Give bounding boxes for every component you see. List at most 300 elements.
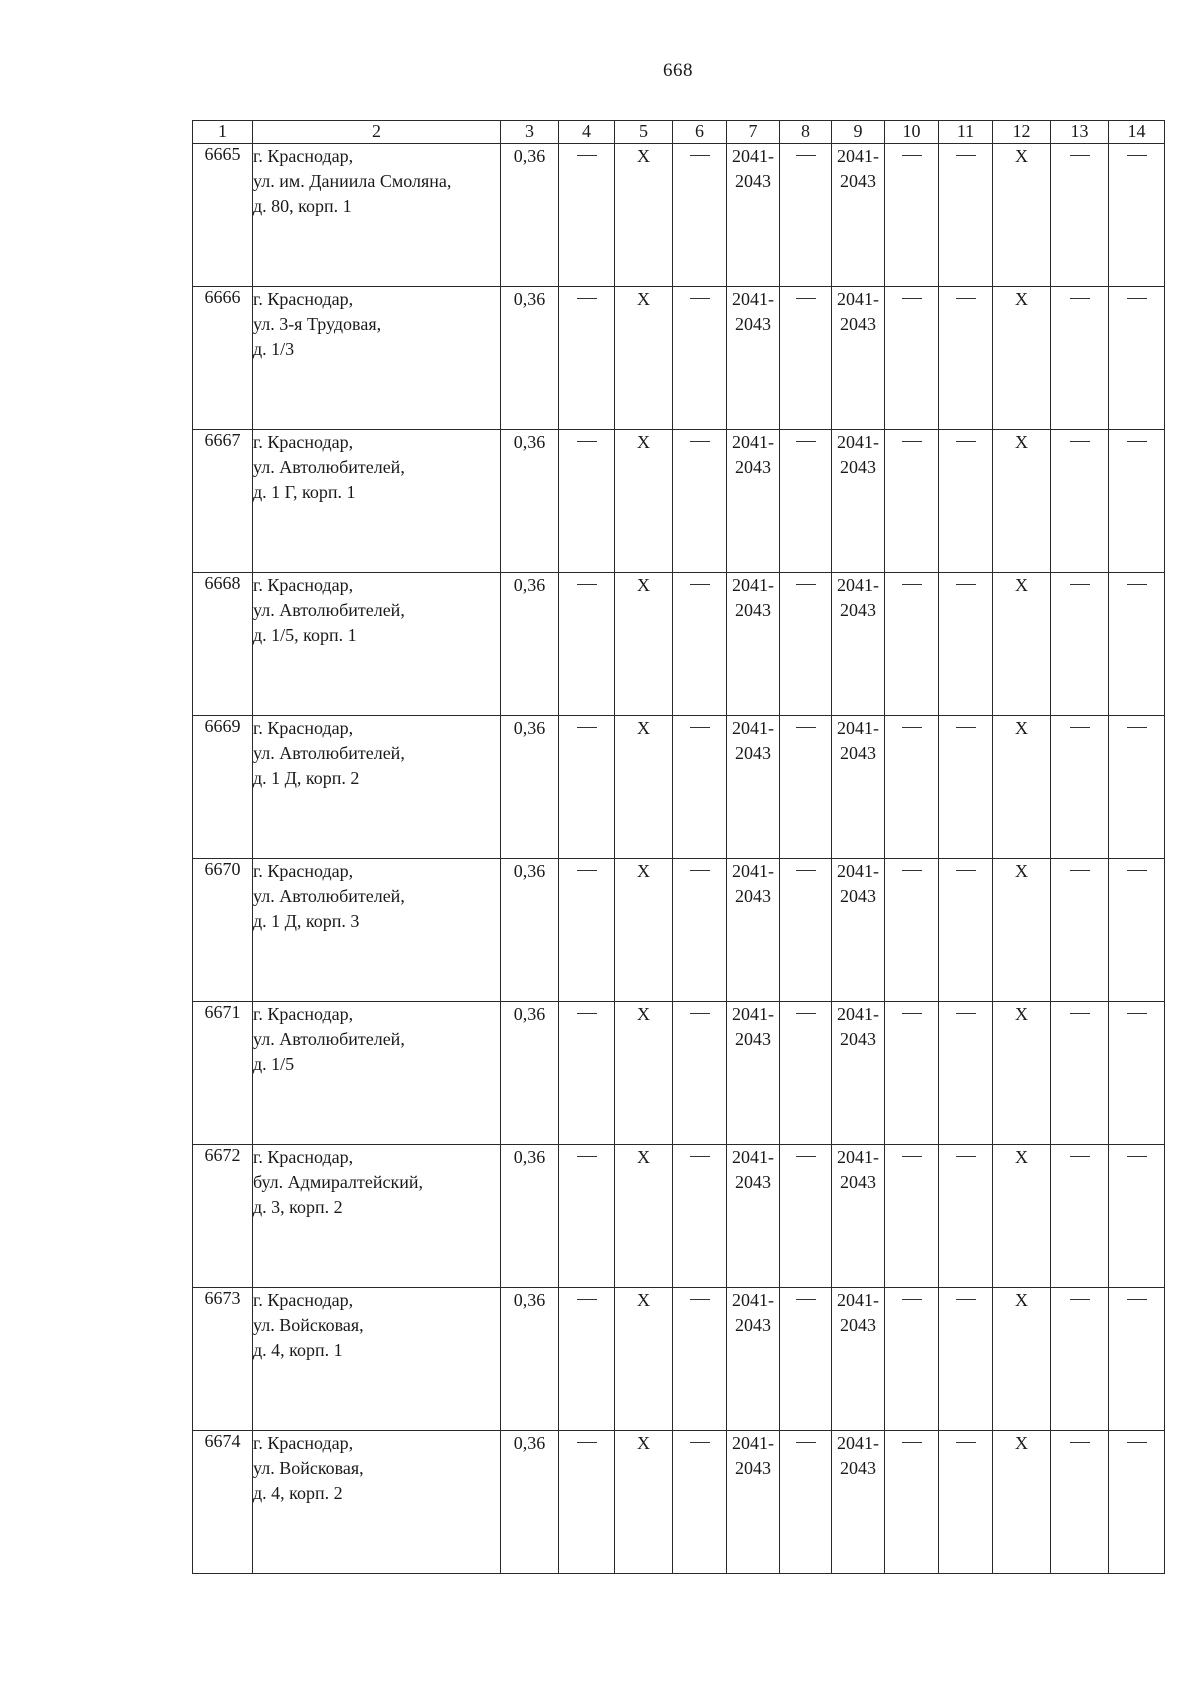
cell-col-11: [939, 430, 993, 573]
table-row: [193, 144, 1165, 287]
row-number: 6672: [204, 1145, 241, 1165]
cell-col-12: [993, 430, 1051, 573]
column-header-11: 11: [939, 121, 993, 144]
cell-value: 0,36: [513, 1147, 546, 1167]
dash-mark: [690, 1013, 710, 1014]
cell-col-6: [673, 1002, 727, 1145]
period-cell-col-9: [832, 1002, 885, 1145]
cell-value: 0,36: [513, 861, 546, 881]
address-line: д. 1 Г, корп. 1: [253, 482, 356, 502]
dash-mark: [1070, 1013, 1090, 1014]
dash-mark: [1070, 1442, 1090, 1443]
period-cell-col-7: [727, 287, 780, 430]
cell-col-14: [1109, 144, 1165, 287]
period-line: 2043: [735, 600, 771, 620]
dash-mark: [1070, 870, 1090, 871]
period-line: 2041-: [837, 146, 879, 166]
cell-col-4: [559, 287, 615, 430]
period-cell-col-7: [727, 573, 780, 716]
cell-col-5: [615, 859, 673, 1002]
cell-value: 0,36: [513, 1290, 546, 1310]
table-row: [193, 430, 1165, 573]
period-cell-col-7: [727, 859, 780, 1002]
column-header-1: 1: [193, 121, 253, 144]
dash-mark: [690, 1156, 710, 1157]
period-line: 2041-: [837, 1290, 879, 1310]
address-line: д. 1 Д, корп. 2: [253, 768, 360, 788]
cell-value: X: [637, 289, 650, 309]
cell-value: X: [1015, 1290, 1028, 1310]
dash-mark: [796, 1013, 816, 1014]
cell-value: X: [1015, 718, 1028, 738]
dash-mark: [1127, 1299, 1147, 1300]
address-line: г. Краснодар,: [253, 575, 354, 595]
cell-value: X: [1015, 1004, 1028, 1024]
dash-mark: [956, 1013, 976, 1014]
dash-mark: [796, 1299, 816, 1300]
cell-col-11: [939, 1145, 993, 1288]
address-cell: [253, 144, 501, 287]
cell-col-12: [993, 1431, 1051, 1574]
cell-col-12: [993, 287, 1051, 430]
period-cell-col-9: [832, 1431, 885, 1574]
cell-col-3: [501, 573, 559, 716]
period-line: 2043: [840, 314, 876, 334]
period-line: 2043: [840, 743, 876, 763]
cell-col-8: [780, 1145, 832, 1288]
cell-value: 0,36: [513, 1004, 546, 1024]
period-cell-col-9: [832, 1288, 885, 1431]
cell-col-3: [501, 1288, 559, 1431]
cell-col-11: [939, 859, 993, 1002]
dash-mark: [577, 1299, 597, 1300]
cell-col-6: [673, 1145, 727, 1288]
cell-col-4: [559, 1002, 615, 1145]
address-line: г. Краснодар,: [253, 1433, 354, 1453]
cell-col-4: [559, 573, 615, 716]
cell-col-14: [1109, 1145, 1165, 1288]
dash-mark: [796, 870, 816, 871]
cell-col-10: [885, 859, 939, 1002]
period-line: 2043: [735, 1458, 771, 1478]
cell-value: X: [637, 1433, 650, 1453]
dash-mark: [796, 1442, 816, 1443]
cell-value: X: [1015, 146, 1028, 166]
row-number-cell: [193, 573, 253, 716]
column-header-13: 13: [1051, 121, 1109, 144]
dash-mark: [796, 298, 816, 299]
dash-mark: [1070, 441, 1090, 442]
dash-mark: [956, 727, 976, 728]
dash-mark: [577, 1442, 597, 1443]
address-line: д. 4, корп. 2: [253, 1483, 343, 1503]
address-line: ул. Автолюбителей,: [253, 886, 405, 906]
cell-col-12: [993, 1145, 1051, 1288]
dash-mark: [902, 155, 922, 156]
cell-value: 0,36: [513, 146, 546, 166]
row-number-cell: [193, 430, 253, 573]
cell-col-6: [673, 1431, 727, 1574]
cell-col-14: [1109, 1288, 1165, 1431]
cell-col-13: [1051, 430, 1109, 573]
dash-mark: [1127, 155, 1147, 156]
address-line: ул. Войсковая,: [253, 1315, 364, 1335]
dash-mark: [1127, 441, 1147, 442]
cell-col-10: [885, 1431, 939, 1574]
cell-col-13: [1051, 573, 1109, 716]
address-line: д. 1/5: [253, 1054, 295, 1074]
cell-value: X: [637, 1147, 650, 1167]
dash-mark: [1070, 1156, 1090, 1157]
cell-col-6: [673, 1288, 727, 1431]
cell-col-11: [939, 1002, 993, 1145]
address-cell: [253, 1145, 501, 1288]
period-line: 2041-: [732, 289, 774, 309]
cell-col-5: [615, 716, 673, 859]
cell-col-8: [780, 287, 832, 430]
dash-mark: [956, 441, 976, 442]
dash-mark: [1070, 1299, 1090, 1300]
dash-mark: [1070, 727, 1090, 728]
period-line: 2041-: [837, 718, 879, 738]
dash-mark: [796, 584, 816, 585]
cell-col-8: [780, 573, 832, 716]
dash-mark: [577, 441, 597, 442]
cell-value: X: [637, 861, 650, 881]
cell-col-4: [559, 859, 615, 1002]
column-header-3: 3: [501, 121, 559, 144]
cell-col-13: [1051, 1145, 1109, 1288]
period-line: 2041-: [837, 289, 879, 309]
table-row: [193, 287, 1165, 430]
dash-mark: [902, 870, 922, 871]
cell-col-5: [615, 430, 673, 573]
dash-mark: [1127, 1442, 1147, 1443]
cell-col-11: [939, 1431, 993, 1574]
address-cell: [253, 1288, 501, 1431]
dash-mark: [1070, 584, 1090, 585]
cell-col-11: [939, 573, 993, 716]
column-header-4: 4: [559, 121, 615, 144]
cell-col-12: [993, 144, 1051, 287]
cell-col-6: [673, 144, 727, 287]
cell-col-10: [885, 144, 939, 287]
period-line: 2041-: [732, 432, 774, 452]
address-line: г. Краснодар,: [253, 718, 354, 738]
dash-mark: [956, 870, 976, 871]
dash-mark: [956, 584, 976, 585]
cell-value: X: [637, 432, 650, 452]
dash-mark: [902, 1013, 922, 1014]
cell-col-3: [501, 859, 559, 1002]
cell-col-5: [615, 1288, 673, 1431]
cell-col-12: [993, 573, 1051, 716]
header-row: [193, 121, 1165, 144]
cell-col-8: [780, 430, 832, 573]
cell-value: X: [1015, 575, 1028, 595]
cell-col-10: [885, 287, 939, 430]
period-line: 2041-: [732, 1004, 774, 1024]
cell-col-14: [1109, 573, 1165, 716]
row-number-cell: [193, 1288, 253, 1431]
dash-mark: [690, 298, 710, 299]
dash-mark: [796, 441, 816, 442]
cell-col-5: [615, 1145, 673, 1288]
cell-col-12: [993, 859, 1051, 1002]
period-line: 2041-: [837, 432, 879, 452]
row-number: 6669: [204, 716, 241, 736]
cell-col-5: [615, 287, 673, 430]
dash-mark: [690, 1299, 710, 1300]
table-row: [193, 573, 1165, 716]
period-cell-col-7: [727, 1002, 780, 1145]
period-line: 2041-: [837, 1004, 879, 1024]
dash-mark: [577, 1156, 597, 1157]
cell-col-4: [559, 1145, 615, 1288]
dash-mark: [956, 1299, 976, 1300]
cell-col-6: [673, 287, 727, 430]
cell-col-13: [1051, 1431, 1109, 1574]
cell-col-6: [673, 430, 727, 573]
column-header-6: 6: [673, 121, 727, 144]
cell-col-3: [501, 430, 559, 573]
cell-col-3: [501, 144, 559, 287]
row-number: 6674: [204, 1431, 241, 1451]
table-row: [193, 1002, 1165, 1145]
period-line: 2043: [735, 1029, 771, 1049]
address-line: ул. Войсковая,: [253, 1458, 364, 1478]
period-line: 2043: [840, 1172, 876, 1192]
cell-col-10: [885, 1002, 939, 1145]
cell-value: 0,36: [513, 575, 546, 595]
dash-mark: [1127, 870, 1147, 871]
cell-col-11: [939, 1288, 993, 1431]
address-line: г. Краснодар,: [253, 861, 354, 881]
cell-col-13: [1051, 859, 1109, 1002]
cell-col-5: [615, 1431, 673, 1574]
cell-col-6: [673, 716, 727, 859]
cell-col-11: [939, 287, 993, 430]
address-line: д. 80, корп. 1: [253, 196, 352, 216]
cell-value: X: [1015, 861, 1028, 881]
period-cell-col-9: [832, 1145, 885, 1288]
address-line: бул. Адмиралтейский,: [253, 1172, 423, 1192]
dash-mark: [1127, 1156, 1147, 1157]
address-line: д. 1/5, корп. 1: [253, 625, 357, 645]
dash-mark: [690, 584, 710, 585]
dash-mark: [1070, 155, 1090, 156]
cell-value: 0,36: [513, 432, 546, 452]
table-row: [193, 716, 1165, 859]
cell-col-5: [615, 144, 673, 287]
period-line: 2041-: [837, 1147, 879, 1167]
row-number-cell: [193, 287, 253, 430]
period-line: 2043: [735, 457, 771, 477]
row-number-cell: [193, 144, 253, 287]
address-line: г. Краснодар,: [253, 146, 354, 166]
cell-col-14: [1109, 287, 1165, 430]
cell-col-6: [673, 573, 727, 716]
dash-mark: [796, 727, 816, 728]
period-line: 2043: [840, 886, 876, 906]
cell-col-4: [559, 144, 615, 287]
period-line: 2043: [735, 171, 771, 191]
column-header-10: 10: [885, 121, 939, 144]
row-number-cell: [193, 859, 253, 1002]
period-cell-col-9: [832, 144, 885, 287]
dash-mark: [796, 1156, 816, 1157]
period-line: 2043: [840, 1458, 876, 1478]
cell-col-11: [939, 716, 993, 859]
dash-mark: [690, 727, 710, 728]
period-line: 2043: [735, 886, 771, 906]
row-number-cell: [193, 1002, 253, 1145]
cell-value: X: [1015, 1147, 1028, 1167]
column-header-5: 5: [615, 121, 673, 144]
address-line: г. Краснодар,: [253, 1147, 354, 1167]
cell-value: X: [637, 1004, 650, 1024]
period-cell-col-9: [832, 287, 885, 430]
address-cell: [253, 716, 501, 859]
cell-col-8: [780, 1431, 832, 1574]
cell-value: 0,36: [513, 1433, 546, 1453]
dash-mark: [902, 1156, 922, 1157]
cell-col-10: [885, 1145, 939, 1288]
dash-mark: [1127, 1013, 1147, 1014]
period-cell-col-9: [832, 573, 885, 716]
cell-col-8: [780, 859, 832, 1002]
period-line: 2043: [840, 1029, 876, 1049]
row-number-cell: [193, 1431, 253, 1574]
table-row: [193, 1288, 1165, 1431]
dash-mark: [577, 870, 597, 871]
address-line: г. Краснодар,: [253, 432, 354, 452]
cell-col-12: [993, 716, 1051, 859]
cell-value: X: [637, 718, 650, 738]
table-row: [193, 1431, 1165, 1574]
period-line: 2043: [735, 1315, 771, 1335]
period-line: 2041-: [732, 718, 774, 738]
dash-mark: [956, 298, 976, 299]
dash-mark: [577, 584, 597, 585]
dash-mark: [796, 155, 816, 156]
dash-mark: [690, 870, 710, 871]
row-number: 6671: [204, 1002, 241, 1022]
cell-value: X: [637, 146, 650, 166]
cell-col-8: [780, 716, 832, 859]
period-line: 2041-: [732, 861, 774, 881]
cell-col-12: [993, 1002, 1051, 1145]
cell-col-5: [615, 573, 673, 716]
cell-col-6: [673, 859, 727, 1002]
dash-mark: [690, 1442, 710, 1443]
period-line: 2041-: [837, 1433, 879, 1453]
period-line: 2043: [735, 314, 771, 334]
period-cell-col-7: [727, 1288, 780, 1431]
dash-mark: [902, 1299, 922, 1300]
dash-mark: [577, 298, 597, 299]
row-number: 6673: [204, 1288, 241, 1308]
cell-col-13: [1051, 716, 1109, 859]
cell-col-4: [559, 716, 615, 859]
cell-col-4: [559, 1288, 615, 1431]
dash-mark: [577, 1013, 597, 1014]
address-line: ул. Автолюбителей,: [253, 1029, 405, 1049]
period-line: 2043: [840, 457, 876, 477]
page-number: 668: [663, 60, 693, 81]
cell-col-13: [1051, 1002, 1109, 1145]
cell-value: 0,36: [513, 718, 546, 738]
dash-mark: [956, 1156, 976, 1157]
row-number: 6666: [204, 287, 241, 307]
cell-col-3: [501, 716, 559, 859]
address-line: ул. 3-я Трудовая,: [253, 314, 382, 334]
dash-mark: [902, 1442, 922, 1443]
dash-mark: [1127, 584, 1147, 585]
dash-mark: [690, 155, 710, 156]
period-line: 2043: [840, 1315, 876, 1335]
cell-col-13: [1051, 144, 1109, 287]
cell-col-14: [1109, 716, 1165, 859]
address-cell: [253, 287, 501, 430]
cell-value: X: [637, 575, 650, 595]
cell-col-8: [780, 1002, 832, 1145]
address-line: ул. Автолюбителей,: [253, 600, 405, 620]
cell-value: 0,36: [513, 289, 546, 309]
address-line: д. 3, корп. 2: [253, 1197, 343, 1217]
address-line: ул. Автолюбителей,: [253, 457, 405, 477]
address-line: д. 1/3: [253, 339, 295, 359]
period-line: 2041-: [732, 1290, 774, 1310]
period-cell-col-7: [727, 144, 780, 287]
cell-col-4: [559, 430, 615, 573]
address-cell: [253, 1431, 501, 1574]
dash-mark: [902, 584, 922, 585]
column-header-12: 12: [993, 121, 1051, 144]
period-line: 2041-: [837, 575, 879, 595]
period-cell-col-7: [727, 1431, 780, 1574]
period-cell-col-7: [727, 1145, 780, 1288]
column-header-2: 2: [253, 121, 501, 144]
cell-col-3: [501, 1145, 559, 1288]
period-line: 2043: [735, 1172, 771, 1192]
period-line: 2041-: [732, 1433, 774, 1453]
cell-col-11: [939, 144, 993, 287]
period-cell-col-9: [832, 859, 885, 1002]
cell-col-13: [1051, 287, 1109, 430]
address-line: ул. им. Даниила Смоляна,: [253, 171, 452, 191]
column-header-9: 9: [832, 121, 885, 144]
period-cell-col-9: [832, 716, 885, 859]
address-line: д. 1 Д, корп. 3: [253, 911, 360, 931]
period-line: 2041-: [732, 1147, 774, 1167]
dash-mark: [956, 1442, 976, 1443]
cell-col-3: [501, 1002, 559, 1145]
row-number: 6665: [204, 144, 241, 164]
cell-col-12: [993, 1288, 1051, 1431]
table-row: [193, 859, 1165, 1002]
cell-col-3: [501, 1431, 559, 1574]
row-number: 6668: [204, 573, 241, 593]
cell-col-4: [559, 1431, 615, 1574]
table-body: [193, 144, 1165, 1574]
cell-col-10: [885, 430, 939, 573]
dash-mark: [1070, 298, 1090, 299]
address-line: ул. Автолюбителей,: [253, 743, 405, 763]
dash-mark: [1127, 298, 1147, 299]
cell-value: X: [1015, 289, 1028, 309]
address-line: г. Краснодар,: [253, 289, 354, 309]
